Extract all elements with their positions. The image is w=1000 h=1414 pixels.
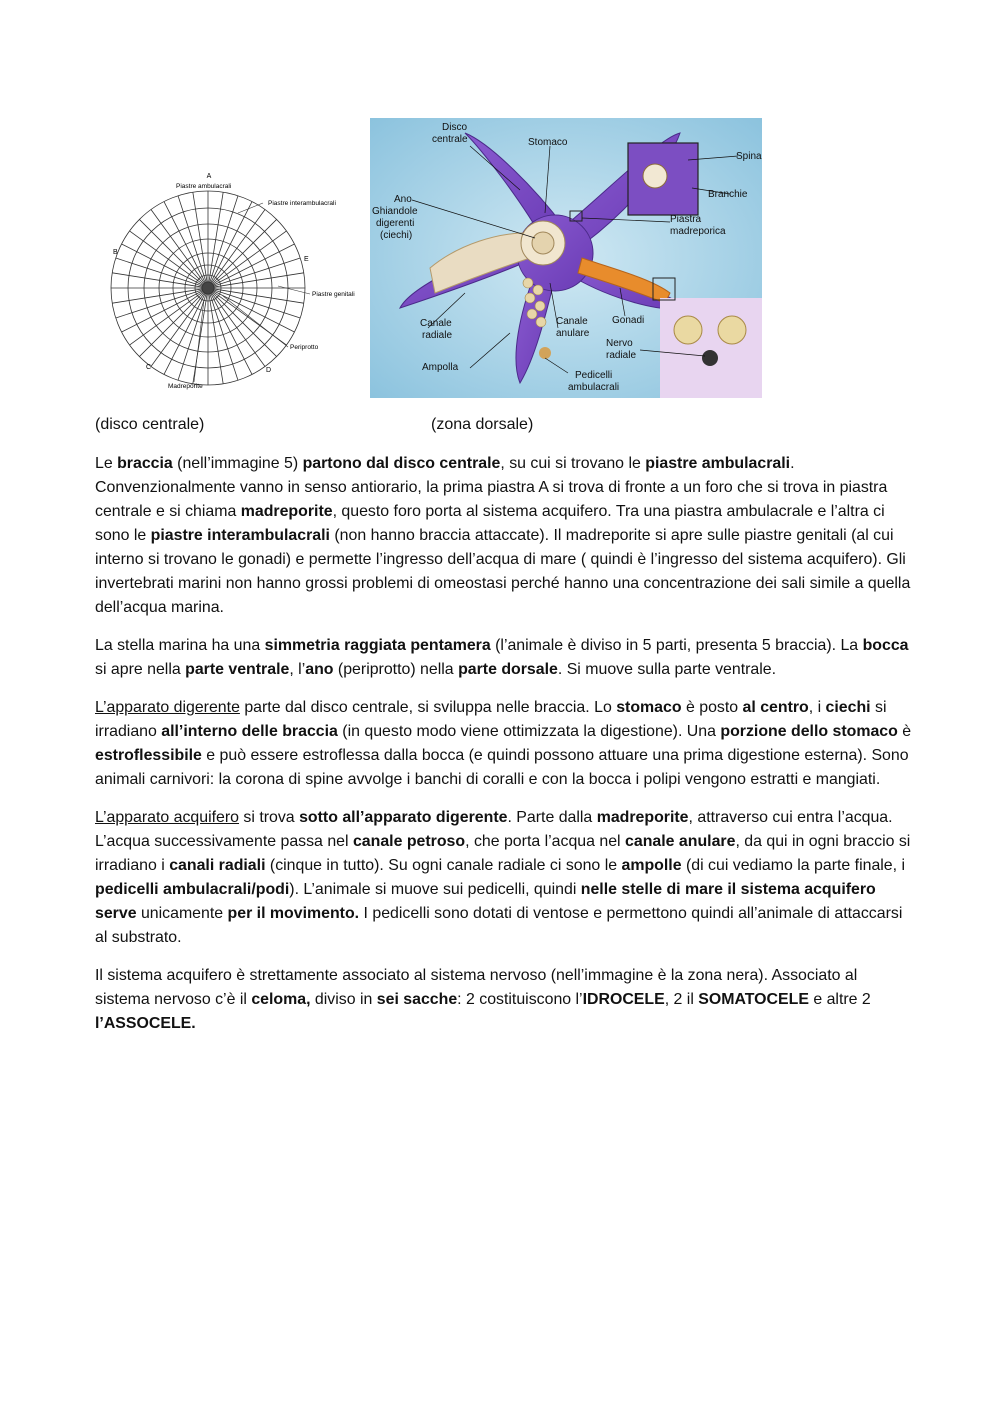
paragraph-apparato-acquifero: L’apparato acquifero si trova sotto all’apparato digerente. Parte dalla madreporite, attraverso cui entra l’acqua. L’acqua successivamente passa nel canale petroso, che porta l’acqua nel canale anulare, da qui in ogni braccio si irradiano i canali radiali (cinque in tutto). Su ogni canale radiale ci sono le ampolle (di cui vediamo la parte finale, i pedicelli ambulacrali/podi). L’animale si muove sui pedicelli, quindi nelle stelle di mare il sistema acquifero serve unicamente per il movimento. I pedicelli sono dotati di ventose e permettono quindi all’animale di attaccarsi al substrato. xyxy=(95,809,911,946)
plate-spoke xyxy=(139,292,203,356)
caption-left: (disco centrale) xyxy=(95,416,205,433)
label-d: D xyxy=(266,367,272,374)
label-disco-centrale-1: Disco xyxy=(442,122,468,133)
label-disco-centrale-2: centrale xyxy=(432,134,468,145)
paragraph-braccia: Le braccia (nell’immagine 5) partono dal disco centrale, su cui si trovano le piastre ambulacrali. Convenzionalmente vanno in senso antiorario, la prima piastra A si trova di fronte a un foro che si trova in piastra centrale e si chiama madreporite, questo foro porta al sistema acquifero. Tra una piastra ambulacrale e l’altra ci sono le piastre interambulacrali (non hanno braccia attaccate). Il madreporite si apre sulle piastre genitali (al cui interno si trovano le gonadi) e permette l’ingresso dell’acqua di mare ( quindi è l’ingresso del sistema acquifero). Gli invertebrati marini non hanno grossi problemi di omeostasi perché hanno una concentrazione dei sali simile a quella dell’acqua marina. xyxy=(95,455,911,616)
label-periprotto: Periprotto xyxy=(290,344,319,351)
paragraph-apparato-digerente: L’apparato digerente parte dal disco centrale, si sviluppa nelle braccia. Lo stomaco è posto al centro, i ciechi si irradiano all’interno delle braccia (in questo modo viene ottimizzata la digestione). Una porzione dello stomaco è estroflessibile e può essere estroflessa dalla bocca (e quindi possono attuare una prima digestione esterna). Sono animali carnivori: la corona di spine avvolge i banchi di coralli e con la bocca i polipi vengono estratti e mangiati. xyxy=(95,699,912,788)
plate-spoke xyxy=(122,244,203,285)
label-b: B xyxy=(113,249,118,256)
label-piastra-1: Piastra xyxy=(670,214,702,225)
label-pedicelli-2: ambulacrali xyxy=(568,382,620,393)
plate-spoke xyxy=(211,202,252,283)
plate-spoke xyxy=(213,244,294,285)
label-ampolla: Ampolla xyxy=(422,362,459,373)
label-ano: Ano xyxy=(394,194,412,205)
label-c: C xyxy=(146,364,152,371)
label-canale-radiale-2: radiale xyxy=(422,330,453,341)
plate-spoke xyxy=(164,293,205,374)
label-canale-radiale-1: Canale xyxy=(420,318,452,329)
central-disc-plate-diagram xyxy=(108,168,363,396)
label-gonadi: Gonadi xyxy=(612,315,645,326)
label-piastre-genitali: Piastre genitali xyxy=(312,291,355,298)
label-ghiandole-3: (ciechi) xyxy=(380,230,413,241)
label-nervo-2: radiale xyxy=(606,350,637,361)
plate-spoke xyxy=(122,291,203,332)
label-canale-anulare-2: anulare xyxy=(556,328,590,339)
plate-spoke xyxy=(212,292,276,356)
label-stomaco: Stomaco xyxy=(528,137,568,148)
plate-spoke xyxy=(139,219,203,283)
plate-diagram-drawing xyxy=(111,191,305,385)
paragraph-sistema-nervoso: Il sistema acquifero è strettamente associato al sistema nervoso (nell’immagine è la zona nera). Associato al sistema nervoso c’è il celoma, diviso in sei sacche: 2 costituiscono l’IDROCELE, 2 il SOMATOCELE e altre 2 l’ASSOCELE. xyxy=(95,967,871,1032)
label-e: E xyxy=(304,256,309,263)
label-spina: Spina xyxy=(736,151,762,162)
label-madreporite: Madreporite xyxy=(168,383,203,390)
plate-spoke xyxy=(164,202,205,283)
label-pedicelli-1: Pedicelli xyxy=(575,370,613,381)
label-branchie: Branchie xyxy=(708,189,748,200)
label-ghiandole-1: Ghiandole xyxy=(372,206,418,217)
paragraph-simmetria: La stella marina ha una simmetria raggiata pentamera (l’animale è diviso in 5 parti, presenta 5 braccia). La bocca si apre nella parte ventrale, l’ano (periprotto) nella parte dorsale. Si muove sulla parte ventrale. xyxy=(95,637,909,678)
caption-right: (zona dorsale) xyxy=(431,416,534,433)
starfish-anatomy-illustration xyxy=(370,118,762,398)
label-a: A xyxy=(206,173,212,180)
body-text xyxy=(95,452,913,1050)
label-piastra-2: madreporica xyxy=(670,226,726,237)
plate-spoke xyxy=(212,219,276,283)
label-ghiandole-2: digerenti xyxy=(376,218,415,229)
plate-spoke xyxy=(211,293,252,374)
label-canale-anulare-1: Canale xyxy=(556,316,588,327)
plate-spoke xyxy=(213,291,294,332)
label-piastre-ambulacrali: Piastre ambulacrali xyxy=(176,183,232,190)
label-piastre-interambulacrali: Piastre interambulacrali xyxy=(268,200,336,207)
label-nervo-1: Nervo xyxy=(606,338,633,349)
